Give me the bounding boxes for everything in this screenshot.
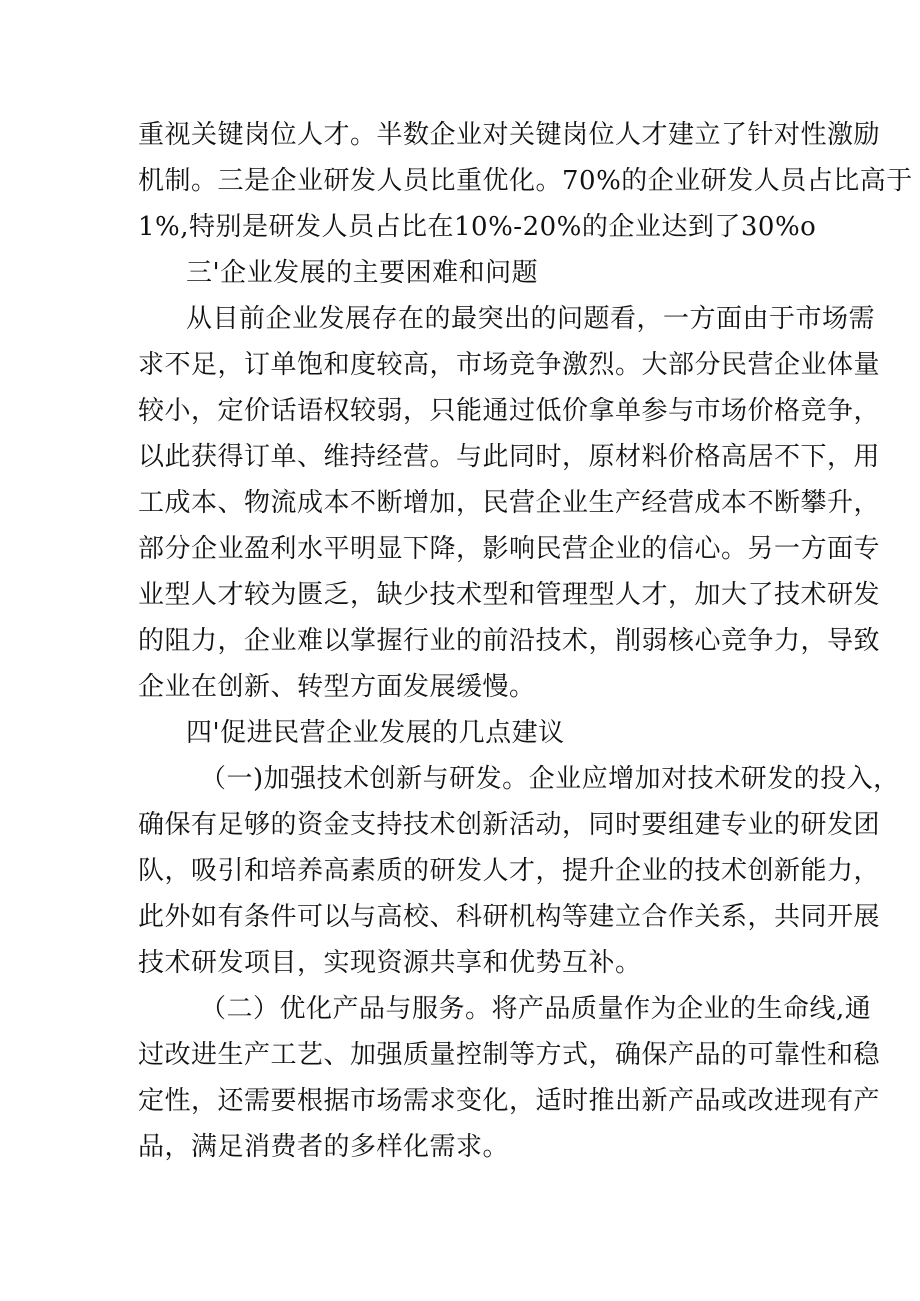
paragraph-3-line-1: （一)加强技术创新与研发。企业应增加对技术研发的投入，: [200, 764, 900, 794]
paragraph-2-line-7: 业型人才较为匮乏，缺少技术型和管理型人才，加大了技术研发: [138, 580, 881, 610]
paragraph-1-line-1: 重视关键岗位人才。半数企业对关键岗位人才建立了针对性激励: [138, 120, 881, 150]
paragraph-2-line-5: 工成本、物流成本不断增加，民营企业生产经营成本不断攀升，: [138, 488, 881, 518]
paragraph-1-line-2: 机制。三是企业研发人员比重优化。70%的企业研发人员占比高于: [138, 166, 913, 196]
paragraph-2-line-6: 部分企业盈利水平明显下降，影响民营企业的信心。另一方面专: [138, 534, 881, 564]
paragraph-4-line-1: （二）优化产品与服务。将产品质量作为企业的生命线,通: [200, 994, 872, 1024]
section-4-heading: 四'促进民营企业发展的几点建议: [186, 718, 565, 748]
paragraph-3-line-4: 此外如有条件可以与高校、科研机构等建立合作关系，共同开展: [138, 902, 881, 932]
paragraph-2-line-3: 较小，定价话语权较弱，只能通过低价拿单参与市场价格竞争，: [138, 396, 881, 426]
paragraph-2-line-9: 企业在创新、转型方面发展缓慢。: [138, 672, 536, 702]
paragraph-3-line-2: 确保有足够的资金支持技术创新活动，同时要组建专业的研发团: [138, 810, 881, 840]
paragraph-2-line-1: 从目前企业发展存在的最突出的问题看，一方面由于市场需: [186, 304, 876, 334]
paragraph-4-line-3: 定性，还需要根据市场需求变化，适时推出新产品或改进现有产: [138, 1086, 881, 1116]
paragraph-3-line-3: 队，吸引和培养高素质的研发人才，提升企业的技术创新能力，: [138, 856, 881, 886]
section-3-heading: 三'企业发展的主要困难和问题: [186, 258, 539, 288]
paragraph-4-line-4: 品，满足消费者的多样化需求。: [138, 1132, 510, 1162]
paragraph-2-line-4: 以此获得订单、维持经营。与此同时，原材料价格高居不下，用: [138, 442, 881, 472]
paragraph-3-line-5: 技术研发项目，实现资源共享和优势互补。: [138, 948, 642, 978]
paragraph-2-line-8: 的阻力，企业难以掌握行业的前沿技术，削弱核心竞争力，导致: [138, 626, 881, 656]
paragraph-1-line-3: 1%,特别是研发人员占比在10%-20%的企业达到了30%o: [138, 212, 817, 242]
paragraph-4-line-2: 过改进生产工艺、加强质量控制等方式，确保产品的可靠性和稳: [138, 1040, 881, 1070]
paragraph-2-line-2: 求不足，订单饱和度较高，市场竞争激烈。大部分民营企业体量: [138, 350, 881, 380]
